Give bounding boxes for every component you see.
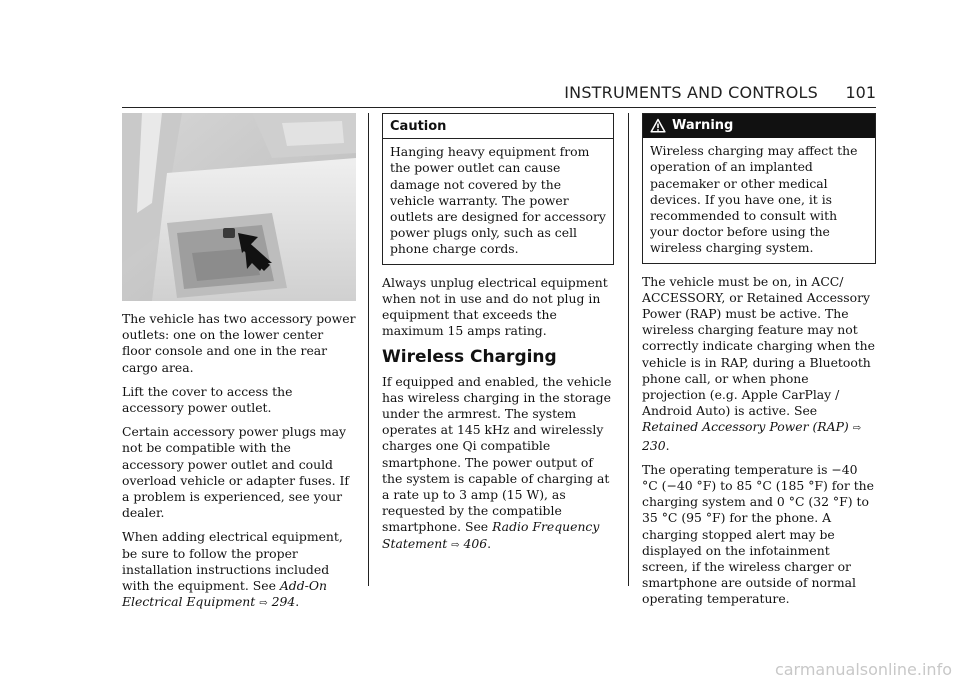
caution-title: Caution <box>383 114 613 139</box>
col2-paragraph-1: Always unplug electrical equipment when not in use and do not plug in equipment that exceeds the maximum 15 amps rating. <box>382 274 608 339</box>
col3-paragraph-1 <box>642 274 876 454</box>
retained-accessory-power-link[interactable]: Retained Accessory Power (RAP) <box>642 419 849 435</box>
col1-p4-end: . <box>295 594 300 610</box>
column-divider-2 <box>628 113 629 586</box>
col1-paragraph-1: The vehicle has two accessory power outlets: one on the lower center floor console and one in the rear cargo area. <box>122 311 356 375</box>
page-header <box>122 83 876 105</box>
caution-body: Hanging heavy equipment from the power outlet can cause damage not covered by the vehicle warranty. The power outlets are designed for accessory power plugs only, such as cell phone charge cords. <box>390 144 606 257</box>
radio-frequency-statement-link[interactable]: Radio Frequency Statement <box>382 519 600 551</box>
column-divider-1 <box>368 113 369 586</box>
col3-p1-text: The vehicle must be on, in ACC/ ACCESSORY, or Retained Accessory Power (RAP) must be active. The wireless charging feature may not correctly indicate charging when the vehicle is in RAP, during a Bluetooth phone call, or when phone projection (e.g. Apple CarPlay / Android Auto) is active. See <box>642 273 875 419</box>
warning-icon <box>650 118 666 134</box>
col2-p2-end: . <box>487 535 492 551</box>
caution-box <box>382 113 614 265</box>
warning-box <box>642 113 876 264</box>
col2-p2-text: If equipped and enabled, the vehicle has wireless charging in the storage under the armrest. The system operates at 145 kHz and wirelessly charges one Qi compatible smartphone. The power output of the system is capable of charging at a rate up to 3 amp (15 W), as requested by the compatible smartphone. See <box>382 373 612 535</box>
col3-paragraph-2: The operating temperature is −40 °C (−40 °F) to 85 °C (185 °F) for the charging system and 0 °C (32 °F) to 35 °C (95 °F) for the phone. A charging stopped alert may be displayed on the infotainment screen, if the wireless charger or smartphone are outside of normal operating temperature. <box>642 461 874 607</box>
page-ref-406[interactable]: 406 <box>463 535 488 551</box>
column-3 <box>642 113 876 616</box>
page-ref-294[interactable]: 294 <box>271 594 296 610</box>
power-outlet-photo <box>122 113 356 301</box>
column-1 <box>122 113 356 620</box>
col3-p1-end: . <box>665 437 670 453</box>
col1-p4-text: When adding electrical equipment, be sure to follow the proper installation instructions included with the equipment. See <box>122 529 343 594</box>
header-rule <box>122 107 876 108</box>
page-ref-arrow-icon: ⇨ <box>451 539 460 551</box>
page-ref-230[interactable]: 230 <box>642 437 666 453</box>
section-title-wireless-charging: Wireless Charging <box>382 347 557 368</box>
page-ref-arrow-icon: ⇨ <box>852 423 862 435</box>
column-2 <box>382 113 614 562</box>
page-number: 101 <box>845 83 876 102</box>
header-section-title: INSTRUMENTS AND CONTROLS <box>564 83 818 102</box>
warning-title: Warning <box>672 118 734 133</box>
col1-paragraph-2: Lift the cover to access the accessory power outlet. <box>122 383 293 416</box>
warning-header <box>643 114 875 138</box>
col1-paragraph-3: Certain accessory power plugs may not be compatible with the accessory power outlet and could overload vehicle or adapter fuses. If a problem is experienced, see your dealer. <box>122 424 349 521</box>
col2-paragraph-2 <box>382 374 614 554</box>
col1-paragraph-4 <box>122 529 356 612</box>
page-ref-arrow-icon: ⇨ <box>259 598 268 610</box>
warning-body: Wireless charging may affect the operation of an implanted pacemaker or other medical devices. If you have one, it is recommended to consult with your doctor before using the wireless charging system. <box>650 143 858 256</box>
watermark: carmanualsonline.info <box>774 660 952 679</box>
add-on-electrical-equipment-link[interactable]: Add-On Electrical Equipment <box>122 578 327 610</box>
